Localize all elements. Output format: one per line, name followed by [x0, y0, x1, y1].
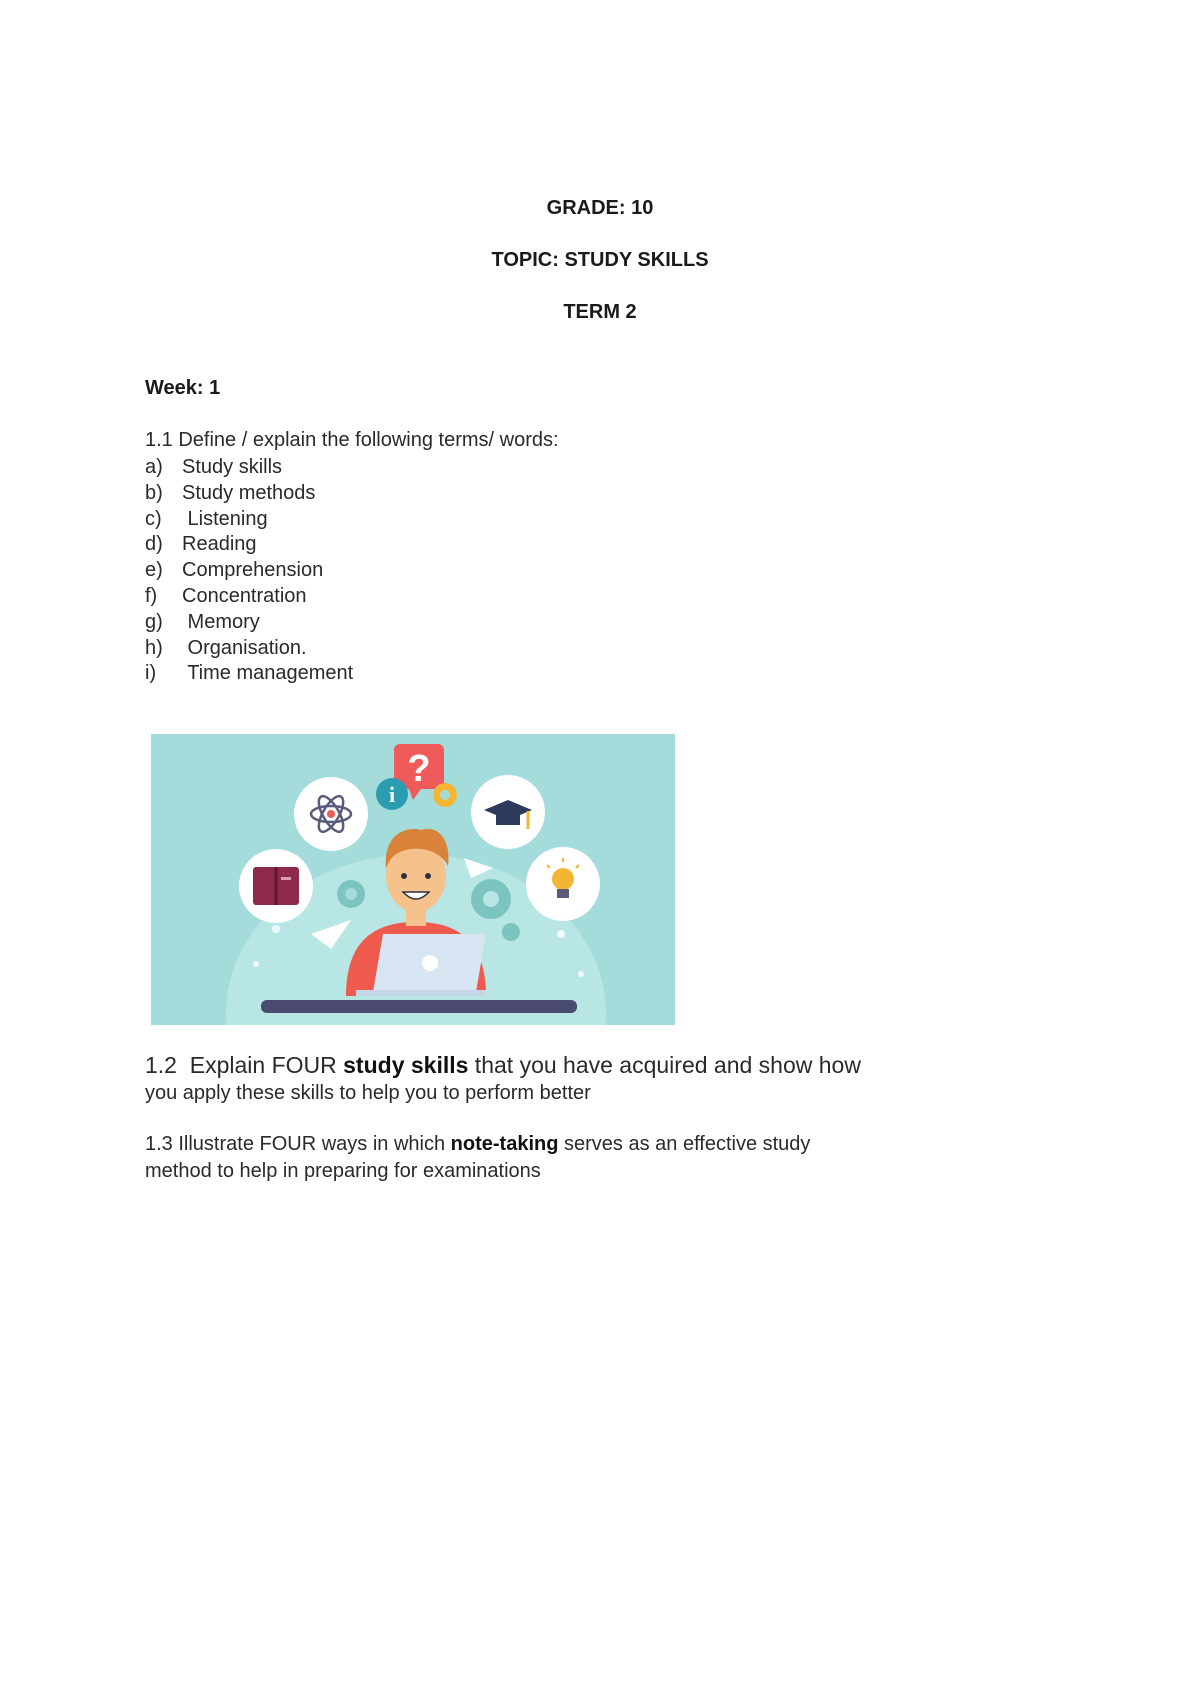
question-1-2 — [145, 1051, 945, 1107]
list-item — [145, 532, 353, 558]
list-item-letter: e) — [145, 559, 163, 582]
list-item-term: Organisation. — [182, 636, 307, 659]
decor-dot — [557, 930, 565, 938]
terms-list — [145, 455, 353, 687]
question-1-2-number: 1.2 Explain FOUR — [145, 1052, 344, 1078]
lightbulb-icon — [526, 847, 600, 921]
list-item — [145, 610, 353, 636]
question-1-3-rest: serves as an effective study — [558, 1133, 811, 1155]
list-item-term: Memory — [182, 610, 260, 633]
list-item-letter: c) — [145, 507, 162, 530]
list-item — [145, 455, 353, 481]
list-item-letter: b) — [145, 481, 163, 504]
list-item — [145, 584, 353, 610]
svg-text:?: ? — [407, 748, 431, 790]
week-label: Week: 1 — [145, 377, 221, 399]
illustration-svg — [151, 734, 675, 1025]
graduation-cap-icon — [471, 775, 545, 849]
list-item-letter: i) — [145, 662, 157, 685]
atom-icon — [294, 777, 368, 851]
list-item-term: Study methods — [182, 481, 316, 504]
list-item-term: Listening — [182, 507, 268, 530]
study-skills-illustration — [151, 734, 675, 1025]
question-1-3-number: 1.3 Illustrate FOUR ways in which — [145, 1133, 451, 1155]
gear-icon — [433, 783, 457, 807]
list-item-letter: g) — [145, 610, 163, 633]
book-icon — [239, 849, 313, 923]
info-icon — [376, 778, 408, 810]
term-heading: TERM 2 — [563, 301, 637, 323]
list-item-term: Concentration — [182, 584, 307, 607]
list-item — [145, 558, 353, 584]
question-1-3-bold: note-taking — [450, 1133, 559, 1155]
decor-dot — [578, 971, 584, 977]
list-item — [145, 661, 353, 687]
list-item-letter: d) — [145, 533, 163, 556]
list-item — [145, 636, 353, 662]
question-1-3-continuation: method to help in preparing for examinations — [145, 1160, 541, 1182]
list-item-term: Study skills — [182, 456, 283, 478]
gear-icon — [337, 880, 365, 908]
list-item-term: Comprehension — [182, 559, 324, 582]
question-1-2-line — [145, 1051, 945, 1079]
gear-icon — [471, 879, 511, 919]
list-item — [145, 507, 353, 533]
topic-heading: TOPIC: STUDY SKILLS — [491, 249, 709, 271]
question-1-2-bold: study skills — [343, 1052, 469, 1078]
list-item — [145, 481, 353, 507]
question-1-2-continuation: you apply these skills to help you to perform better — [145, 1082, 591, 1104]
list-item-letter: h) — [145, 636, 163, 659]
decor-dot — [253, 961, 259, 967]
desk — [261, 1000, 577, 1013]
decor-dot — [272, 925, 280, 933]
list-item-letter: a) — [145, 456, 163, 478]
grade-heading: GRADE: 10 — [546, 197, 654, 219]
list-item-term: Reading — [182, 533, 257, 556]
list-item-term: Time management — [182, 662, 354, 685]
question-1-1-prompt: 1.1 Define / explain the following terms/ words: — [145, 429, 559, 451]
list-item-letter: f) — [145, 584, 158, 607]
question-1-2-rest: that you have acquired and show how — [468, 1052, 861, 1078]
gear-icon — [502, 923, 520, 941]
question-1-3 — [145, 1131, 945, 1185]
svg-text:i: i — [388, 782, 396, 807]
question-1-3-line — [145, 1131, 945, 1158]
